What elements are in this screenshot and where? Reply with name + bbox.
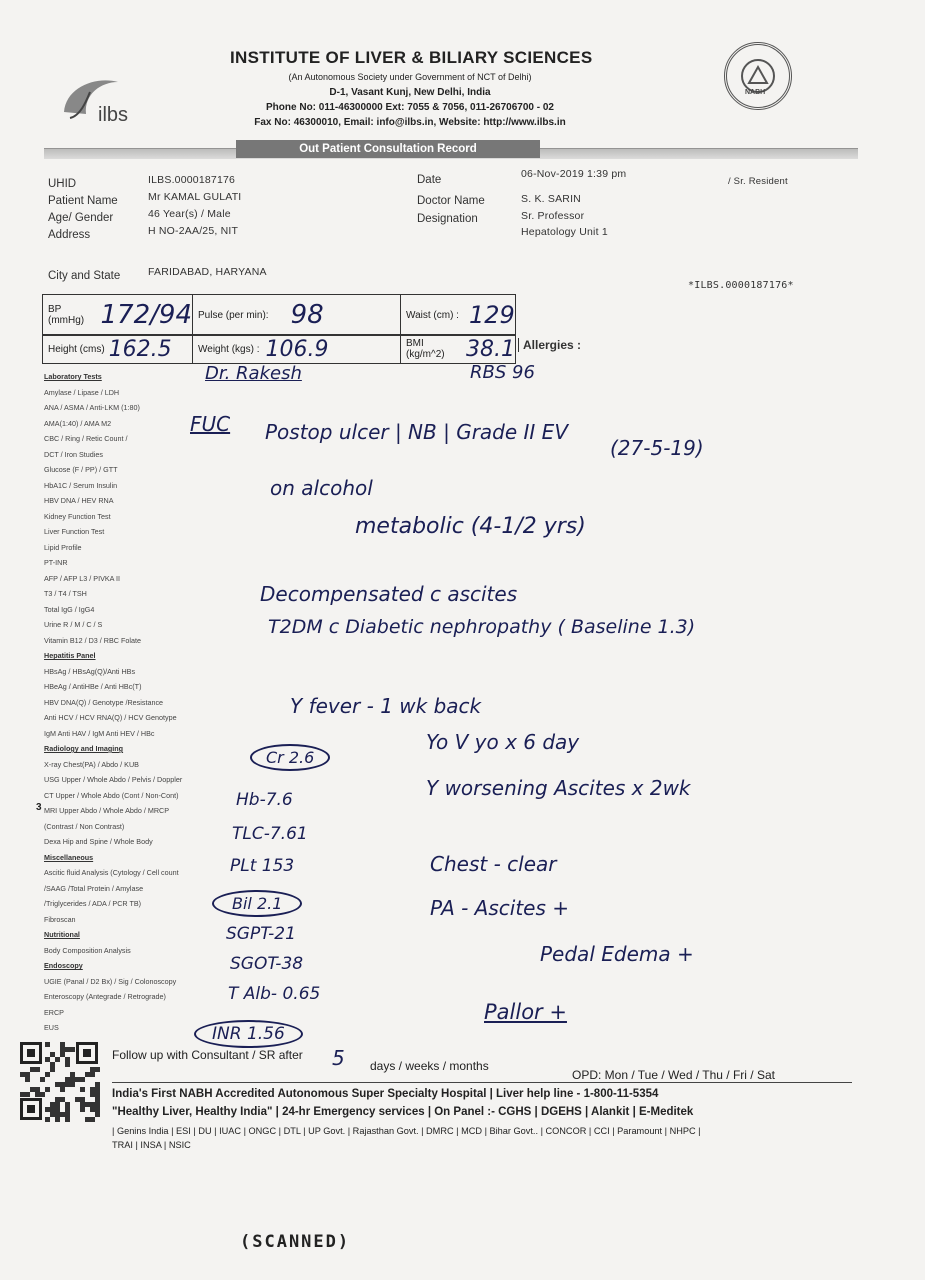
nabh-seal <box>724 42 792 110</box>
lab-test-item: Dexa Hip and Spine / Whole Body <box>44 837 153 846</box>
uhid-value: ILBS.0000187176 <box>148 174 236 186</box>
lab-test-item: Vitamin B12 / D3 / RBC Folate <box>44 635 141 645</box>
address-label: Address <box>48 229 91 241</box>
bp-value: 172/94 <box>100 300 192 330</box>
hw-chest: Chest - clear <box>430 852 557 876</box>
bp-label: BP (mmHg) <box>48 304 85 326</box>
lab-tests-list <box>44 369 224 1036</box>
hw-tlc: TLC-7.61 <box>232 824 308 844</box>
lab-test-item: MRI Upper Abdo / Whole Abdo / MRCP <box>44 806 170 815</box>
follow-up-days: 5 <box>332 1046 345 1070</box>
hw-line6: Y fever - 1 wk back <box>290 694 482 718</box>
designation-value: Sr. Professor <box>521 210 585 222</box>
uhid-label: UHID <box>48 178 77 190</box>
lab-test-item: UGIE (Panal / D2 Bx) / Sig / Colonoscopy <box>44 976 177 986</box>
hw-tp: T Alb- 0.65 <box>228 984 321 1004</box>
footer-line-3: | Genins India | ESI | DU | IUAC | ONGC | DTL | UP Govt. | Rajasthan Govt. | DMRC | MCD | Bihar Govt.. | CONCOR | CCI | Paramount | NHPC | <box>112 1126 701 1136</box>
lab-section-heading: Miscellaneous <box>44 852 94 862</box>
address-value: H NO-2AA/25, NIT <box>148 225 239 237</box>
institute-fax: Fax No: 46300010, Email: info@ilbs.in, Website: http://www.ilbs.in <box>254 117 566 128</box>
lab-test-item: Ascitic fluid Analysis (Cytology / Cell count <box>44 868 179 877</box>
institute-title: INSTITUTE OF LIVER & BILIARY SCIENCES <box>230 48 593 67</box>
city-label: City and State <box>48 270 121 282</box>
ilbs-logo <box>56 72 136 132</box>
hw-line1: Postop ulcer | NB | Grade II EV <box>265 420 568 444</box>
pulse-value: 98 <box>290 300 324 330</box>
barcode-id: *ILBS.0000187176* <box>688 280 794 291</box>
unit-value: Hepatology Unit 1 <box>521 226 608 238</box>
lab-test-item: HBV DNA(Q) / Genotype /Resistance <box>44 697 164 707</box>
hw-cr: Cr 2.6 <box>250 744 330 771</box>
hw-line4: Decompensated c ascites <box>260 582 518 606</box>
height-value: 162.5 <box>108 336 172 362</box>
qr-code <box>20 1042 100 1122</box>
institute-address: D-1, Vasant Kunj, New Delhi, India <box>329 87 491 98</box>
hw-plt: PLt 153 <box>230 856 295 876</box>
hw-bil: Bil 2.1 <box>212 890 302 917</box>
hw-line8: Y worsening Ascites x 2wk <box>426 776 691 800</box>
lab-test-item: Urine R / M / C / S <box>44 620 103 629</box>
lab-test-item: ANA / ASMA / Anti-LKM (1:80) <box>44 403 140 412</box>
weight-value: 106.9 <box>265 336 329 362</box>
lab-test-item: CT Upper / Whole Abdo (Cont / Non-Cont) <box>44 790 179 800</box>
lab-test-item: Lipid Profile <box>44 542 82 552</box>
doctor-label: Doctor Name <box>417 195 485 207</box>
city-value: FARIDABAD, HARYANA <box>148 266 267 278</box>
age-gender-label: Age/ Gender <box>48 212 114 224</box>
footer-line-2: "Healthy Liver, Healthy India" | 24-hr Emergency services | On Panel :- CGHS | DGEHS | Alankit | E-Meditek <box>112 1106 694 1118</box>
lab-test-item: CBC / Ring / Retic Count / <box>44 434 128 443</box>
lab-test-item: Fibroscan <box>44 914 76 924</box>
lab-section-heading: Hepatitis Panel <box>44 651 96 660</box>
footer-rule <box>112 1082 852 1083</box>
lab-test-item: HbA1C / Serum Insulin <box>44 480 118 490</box>
hw-line3: metabolic (4-1/2 yrs) <box>355 514 586 539</box>
lab-test-item: Anti HCV / HCV RNA(Q) / HCV Genotype <box>44 713 177 722</box>
footer-line-1: India's First NABH Accredited Autonomous Super Specialty Hospital | Liver help line - 1-800-11-5354 <box>112 1088 659 1100</box>
lab-test-item: ERCP <box>44 1007 64 1017</box>
weight-label: Weight (kgs) : <box>198 343 260 355</box>
hw-line2: on alcohol <box>270 476 373 500</box>
mri-mark: 3 <box>36 802 42 813</box>
waist-label: Waist (cm) : <box>406 309 459 321</box>
hw-pa: PA - Ascites + <box>430 896 570 920</box>
hw-sgpt: SGPT-21 <box>226 924 296 944</box>
lab-test-item: IgM Anti HAV / IgM Anti HEV / HBc <box>44 728 155 738</box>
logo-text: ilbs <box>98 104 129 126</box>
lab-test-item: X-ray Chest(PA) / Abdo / KUB <box>44 759 139 769</box>
lab-section-heading: Laboratory Tests <box>44 372 102 381</box>
height-cell <box>43 335 193 363</box>
record-banner: Out Patient Consultation Record <box>236 140 540 158</box>
lab-test-item: DCT / Iron Studies <box>44 449 103 459</box>
opd-days: OPD: Mon / Tue / Wed / Thu / Fri / Sat <box>572 1068 775 1082</box>
lab-test-item: T3 / T4 / TSH <box>44 589 87 598</box>
hw-line1b: (27-5-19) <box>610 436 704 460</box>
hw-sgot: SGOT-38 <box>230 954 304 974</box>
bp-cell <box>43 295 193 335</box>
hw-rbs: RBS 96 <box>470 362 535 383</box>
lab-test-item: HBsAg / HBsAg(Q)/Anti HBs <box>44 666 136 676</box>
lab-test-item: /Triglycerides / ADA / PCR TB) <box>44 899 142 908</box>
qr-code-icon <box>20 1042 100 1122</box>
pulse-cell <box>193 295 401 335</box>
age-gender-value: 46 Year(s) / Male <box>148 208 231 220</box>
bmi-label: BMI (kg/m^2) <box>406 338 445 360</box>
weight-cell <box>193 335 401 363</box>
lab-test-item: Kidney Function Test <box>44 511 111 521</box>
lab-test-item: Glucose (F / PP) / GTT <box>44 465 118 474</box>
lab-test-item: HBV DNA / HEV RNA <box>44 496 114 505</box>
lab-test-item: Total IgG / IgG4 <box>44 604 95 614</box>
hw-line5: T2DM c Diabetic nephropathy ( Baseline 1.3) <box>268 616 696 638</box>
hw-pallor: Pallor + <box>484 1000 567 1024</box>
follow-up-text: Follow up with Consultant / SR after <box>112 1048 303 1062</box>
hw-dr: Dr. Rakesh <box>205 363 302 384</box>
follow-up-units: days / weeks / months <box>370 1059 489 1073</box>
lab-test-item: USG Upper / Whole Abdo / Pelvis / Doppler <box>44 775 183 784</box>
hw-hb: Hb-7.6 <box>236 790 293 810</box>
lab-test-item: PT-INR <box>44 558 68 567</box>
seal-emblem-icon <box>727 45 789 107</box>
lab-test-item: (Contrast / Non Contrast) <box>44 821 125 831</box>
scanned-stamp: (SCANNED) <box>240 1232 351 1252</box>
lab-section-heading: Endoscopy <box>44 961 83 970</box>
pulse-label: Pulse (per min): <box>198 309 269 321</box>
vitals-row-1 <box>42 294 516 336</box>
bmi-cell <box>401 335 515 363</box>
height-label: Height (cms) <box>48 343 105 355</box>
role-value: / Sr. Resident <box>728 176 788 187</box>
footer-line-4: TRAI | INSA | NSIC <box>112 1140 191 1150</box>
institute-subtitle: (An Autonomous Society under Government of NCT of Delhi) <box>288 72 532 82</box>
date-label: Date <box>417 174 442 186</box>
lab-test-item: AMA(1:40) / AMA M2 <box>44 418 112 428</box>
lab-test-item: Amylase / Lipase / LDH <box>44 387 120 397</box>
designation-label: Designation <box>417 213 478 225</box>
patient-name-label: Patient Name <box>48 195 118 207</box>
seal-text: NABH <box>745 89 766 96</box>
waist-cell <box>401 295 515 335</box>
hw-pedal: Pedal Edema + <box>540 942 694 966</box>
lab-test-item: Enteroscopy (Antegrade / Retrograde) <box>44 992 166 1001</box>
institute-phone: Phone No: 011-46300000 Ext: 7055 & 7056, 011-26706700 - 02 <box>266 102 554 113</box>
lab-test-item: AFP / AFP L3 / PIVKA II <box>44 573 121 583</box>
date-value: 06-Nov-2019 1:39 pm <box>521 168 627 180</box>
waist-value: 129 <box>468 301 515 329</box>
allergies-label: Allergies : <box>518 338 581 352</box>
doctor-value: S. K. SARIN <box>521 193 581 205</box>
lab-section-heading: Nutritional <box>44 930 80 939</box>
lab-test-item: HBeAg / AntiHBe / Anti HBc(T) <box>44 682 142 691</box>
hw-inr: INR 1.56 <box>194 1020 303 1048</box>
vitals-row-2 <box>42 334 516 364</box>
lab-test-item: EUS <box>44 1023 59 1032</box>
lab-test-item: Liver Function Test <box>44 527 105 536</box>
bmi-value: 38.1 <box>466 336 515 362</box>
hw-fuc: FUC <box>190 412 231 436</box>
lab-section-heading: Radiology and Imaging <box>44 744 124 753</box>
hw-line7: Yo V yo x 6 day <box>426 730 580 754</box>
patient-name-value: Mr KAMAL GULATI <box>148 191 242 203</box>
lab-test-item: /SAAG /Total Protein / Amylase <box>44 883 144 893</box>
lab-test-item: Body Composition Analysis <box>44 945 131 955</box>
